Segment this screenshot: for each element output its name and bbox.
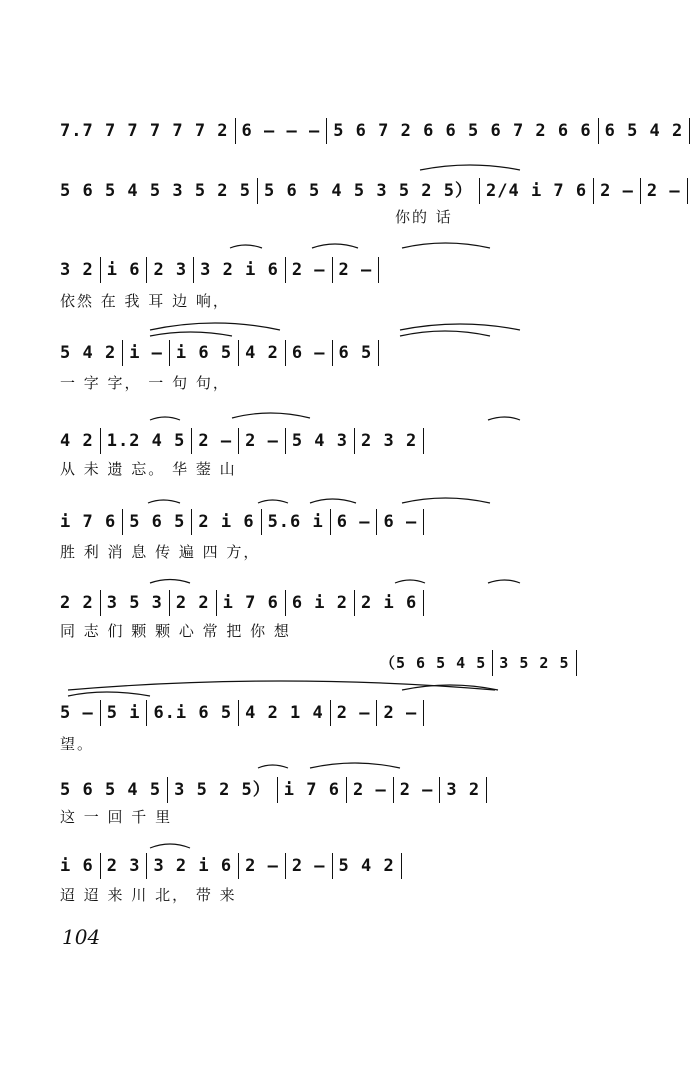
barline xyxy=(401,853,402,879)
measure: 1.2 4 5 xyxy=(106,431,186,451)
measure: i 7 6 xyxy=(283,780,340,800)
measure: 5 4 2 xyxy=(60,343,117,363)
measure: 5 6 5 xyxy=(129,512,186,532)
measure: 2 — xyxy=(245,856,279,876)
barline xyxy=(330,509,331,535)
barline xyxy=(146,700,147,726)
measure: i 6 xyxy=(106,260,141,280)
barline xyxy=(167,777,168,803)
measure: i 6 5 xyxy=(175,343,233,363)
barline xyxy=(193,257,194,283)
measure: 6 5 xyxy=(338,343,373,363)
barline xyxy=(332,853,333,879)
barline xyxy=(285,590,286,616)
barline xyxy=(376,700,377,726)
barline xyxy=(191,428,192,454)
measure: 2 i 6 xyxy=(361,593,418,613)
barline xyxy=(285,257,286,283)
lyrics-row: 这 一 回 千 里 xyxy=(60,808,173,826)
measure: 2 — xyxy=(291,856,326,876)
measure: 6 — xyxy=(336,512,371,532)
barline xyxy=(330,700,331,726)
barline xyxy=(332,257,333,283)
barline xyxy=(640,178,641,204)
measure: 2 — xyxy=(600,181,634,201)
measure: i 7 6 xyxy=(222,593,279,613)
page-number: 104 xyxy=(62,925,101,949)
barline xyxy=(346,777,347,803)
barline xyxy=(146,257,147,283)
barline xyxy=(439,777,440,803)
barline xyxy=(598,118,599,144)
barline xyxy=(277,777,278,803)
measure: 2 — xyxy=(399,780,434,800)
lyrics-row: 从 未 遗 忘。 华 蓥 山 xyxy=(60,460,237,478)
barline xyxy=(100,590,101,616)
measure: 2 — xyxy=(245,431,279,451)
barline xyxy=(238,428,239,454)
notation-row xyxy=(60,340,580,366)
barline xyxy=(285,428,286,454)
barline xyxy=(169,340,170,366)
barline xyxy=(238,853,239,879)
measure: 6.i 6 5 xyxy=(153,703,233,723)
barline xyxy=(354,428,355,454)
notation-row xyxy=(60,700,580,726)
measure: 3 2 i 6 xyxy=(153,856,233,876)
measure: 5.6 i xyxy=(267,512,324,532)
barline xyxy=(423,700,424,726)
measure: 2 — xyxy=(383,703,418,723)
measure: 6 — — — xyxy=(241,121,321,141)
measure: 5 4 2 xyxy=(338,856,395,876)
barline xyxy=(378,340,379,366)
measure: 5 6 5 4 5 3 5 2 5） xyxy=(264,181,473,201)
barline xyxy=(376,509,377,535)
measure: 3 5 2 5 xyxy=(499,653,570,672)
barline xyxy=(393,777,394,803)
measure: 2 — xyxy=(352,780,387,800)
measure: 5 — xyxy=(60,703,94,723)
measure: 2 — xyxy=(291,260,326,280)
measure: 5 4 3 xyxy=(291,431,348,451)
notation-row xyxy=(60,118,684,144)
measure: 5 6 7 2 6 6 5 6 7 2 6 6 xyxy=(333,121,592,141)
notation-row xyxy=(60,590,580,616)
barline xyxy=(100,428,101,454)
measure: 2 2 xyxy=(60,593,94,613)
notation-row xyxy=(60,428,580,454)
barline xyxy=(100,853,101,879)
measure: 6 5 4 2 xyxy=(604,121,684,141)
barline xyxy=(593,178,594,204)
measure: 2 3 2 xyxy=(361,431,418,451)
barline xyxy=(687,178,688,204)
barline xyxy=(285,340,286,366)
measure: i 6 xyxy=(60,856,94,876)
measure: 3 2 xyxy=(446,780,481,800)
barline xyxy=(479,178,480,204)
measure: 6 — xyxy=(383,512,418,532)
measure: （5 6 5 4 5 xyxy=(380,653,487,672)
barline xyxy=(326,118,327,144)
measure: 2 i 6 xyxy=(198,512,255,532)
measure: 2 — xyxy=(338,260,373,280)
measure: 2 3 xyxy=(153,260,188,280)
barline xyxy=(689,118,690,144)
measure: 3 2 xyxy=(60,260,94,280)
barline xyxy=(423,509,424,535)
barline xyxy=(423,428,424,454)
barline xyxy=(423,590,424,616)
measure: 5 i xyxy=(106,703,141,723)
lyrics-row: 胜 利 消 息 传 遍 四 方， xyxy=(60,543,261,561)
measure: 5 6 5 4 5 xyxy=(60,780,162,800)
measure: 5 6 5 4 5 3 5 2 5 xyxy=(60,181,251,201)
lyrics-row: 望。 xyxy=(60,735,95,753)
barline xyxy=(576,650,577,676)
notation-row xyxy=(60,775,580,803)
measure: 6 i 2 xyxy=(291,593,348,613)
measure: i — xyxy=(129,343,163,363)
lyrics-row: 你的 话 xyxy=(395,208,453,226)
lyrics-row: 依然 在 我 耳 边 响， xyxy=(60,292,230,310)
notation-row xyxy=(60,509,580,535)
measure: 3 5 3 xyxy=(106,593,163,613)
notation-row xyxy=(60,176,681,204)
measure: 2 3 xyxy=(106,856,141,876)
measure: 2/4 i 7 6 xyxy=(486,181,588,201)
barline xyxy=(122,340,123,366)
measure: 4 2 xyxy=(60,431,94,451)
barline xyxy=(332,340,333,366)
barline xyxy=(378,257,379,283)
lyrics-row: 一 字 字， 一 句 句， xyxy=(60,374,230,392)
measure: 6 — xyxy=(291,343,326,363)
measure: 3 2 i 6 xyxy=(200,260,279,280)
lyrics-row: 迢 迢 来 川 北， 带 来 xyxy=(60,886,237,904)
barline xyxy=(354,590,355,616)
measure: 2 2 xyxy=(175,593,210,613)
barline xyxy=(492,650,493,676)
measure: 2 — xyxy=(198,431,233,451)
barline xyxy=(146,853,147,879)
barline xyxy=(238,700,239,726)
barline xyxy=(122,509,123,535)
notation-row xyxy=(380,650,580,676)
barline xyxy=(169,590,170,616)
barline xyxy=(191,509,192,535)
measure: 4 2 xyxy=(245,343,279,363)
notation-row xyxy=(60,257,580,283)
barline xyxy=(486,777,487,803)
lyrics-row: 同 志 们 颗 颗 心 常 把 你 想 xyxy=(60,622,291,640)
barline xyxy=(257,178,258,204)
barline xyxy=(261,509,262,535)
measure: 3 5 2 5） xyxy=(174,780,271,800)
barline xyxy=(235,118,236,144)
measure: 2 — xyxy=(646,181,681,201)
barline xyxy=(285,853,286,879)
measure: 2 — xyxy=(336,703,371,723)
measure: 4 2 1 4 xyxy=(245,703,324,723)
notation-row xyxy=(60,853,580,879)
barline xyxy=(100,257,101,283)
barline xyxy=(238,340,239,366)
measure: i 7 6 xyxy=(60,512,117,532)
barline xyxy=(216,590,217,616)
barline xyxy=(100,700,101,726)
measure: 7.7 7 7 7 7 7 2 xyxy=(60,121,229,141)
